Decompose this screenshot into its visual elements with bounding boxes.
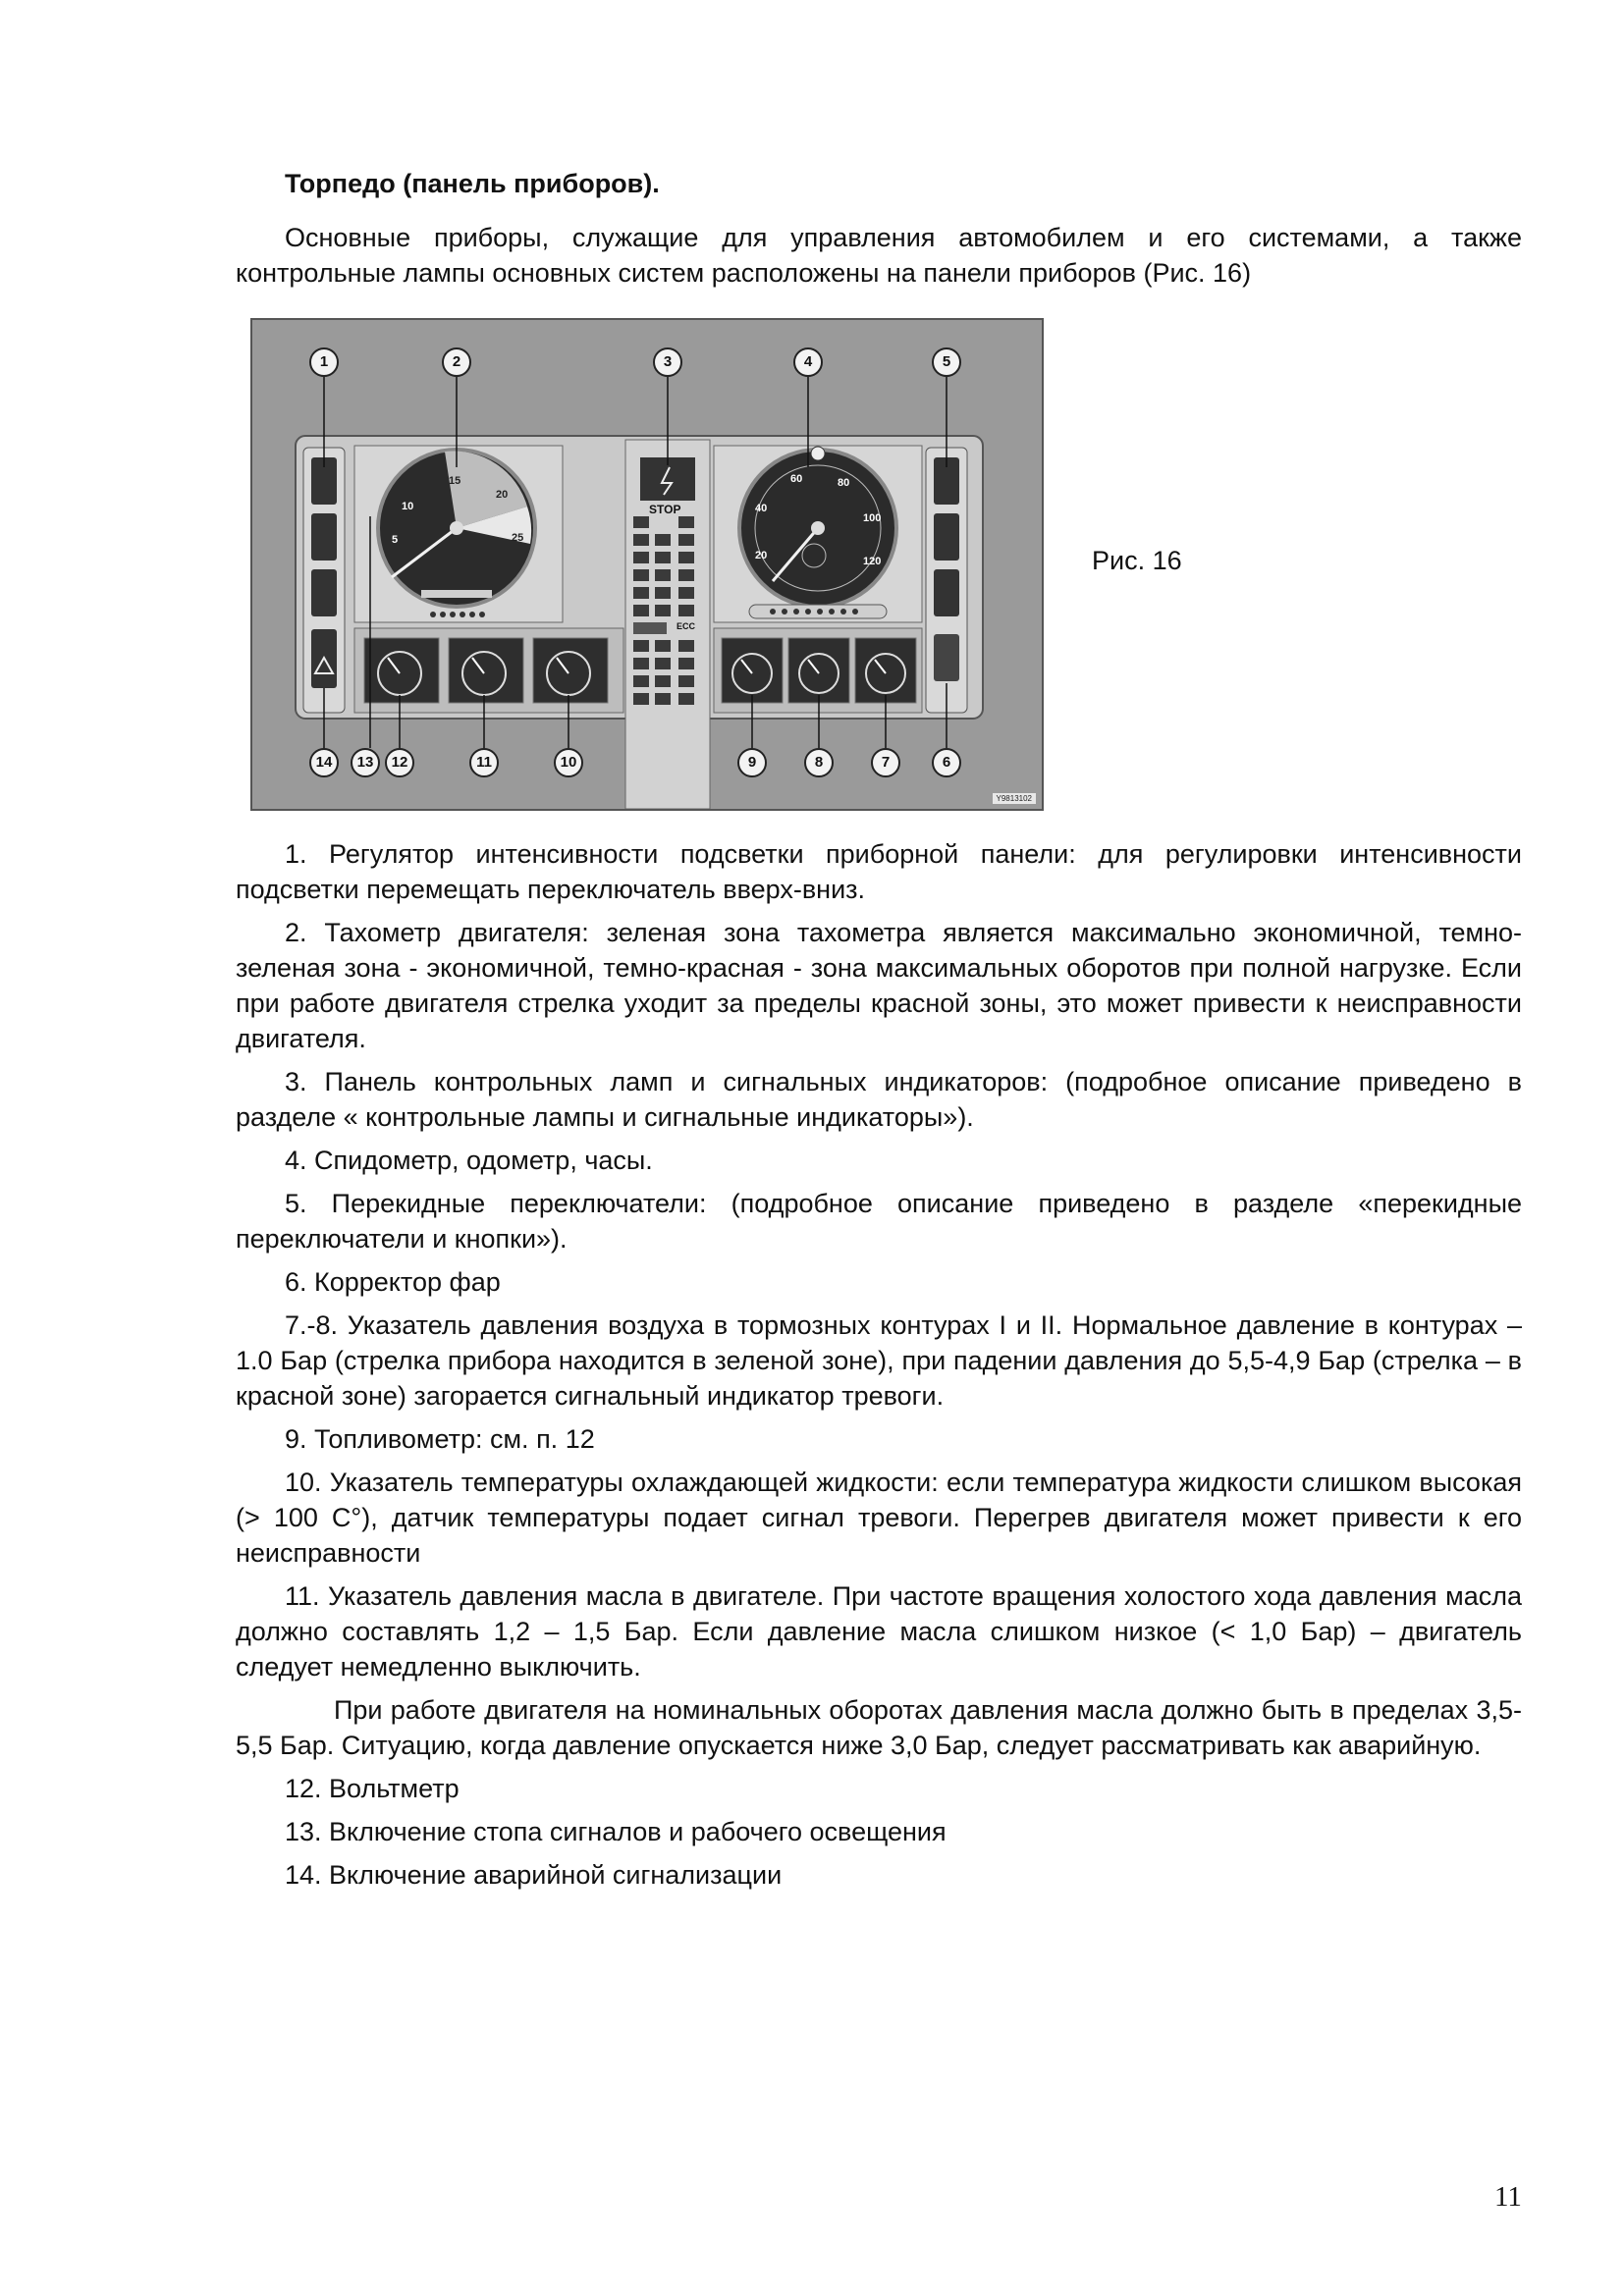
list-item: 1. Регулятор интенсивности подсветки приборной панели: для регулировки интенсивности подсветки перемещать переключатель вверх-вниз. <box>236 839 1522 904</box>
list-item: При работе двигателя на номинальных оборотах давления масла должно быть в пределах 3,5-5,5 Бар. Ситуацию, когда давление опускается ниже 3,0 Бар, следует рассматривать как аварийную. <box>236 1695 1522 1760</box>
list-item: 11. Указатель давления масла в двигателе. При частоте вращения холостого хода давления масла должно составлять 1,2 – 1,5 Бар. Если давление масла слишком низкое (< 1,0 Бар) – двигатель следует немедленно выключить. <box>236 1581 1522 1682</box>
callout-6: 6 <box>932 748 961 777</box>
speedo-label-60: 60 <box>790 473 803 485</box>
callout-10: 10 <box>554 748 583 777</box>
callout-4: 4 <box>793 347 823 377</box>
callout-3: 3 <box>653 347 682 377</box>
callout-14: 14 <box>309 748 339 777</box>
page-number: 11 <box>1494 2181 1522 2213</box>
speedo-label-20: 20 <box>755 550 768 561</box>
callout-9: 9 <box>737 748 767 777</box>
callout-12: 12 <box>385 748 414 777</box>
intro-paragraph <box>236 220 1522 291</box>
speedo-label-120: 120 <box>863 556 882 567</box>
tach-label-15: 15 <box>449 475 461 487</box>
tach-label-25: 25 <box>512 532 524 544</box>
callout-2: 2 <box>442 347 471 377</box>
stop-lamp-label: STOP <box>649 503 681 516</box>
tach-label-5: 5 <box>392 534 399 546</box>
tach-label-10: 10 <box>402 501 414 512</box>
figure-caption: Рис. 16 <box>1092 546 1182 575</box>
list-item: 2. Тахометр двигателя: зеленая зона тахометра является максимально экономичной, темно-зеленая зона - экономичной, темно-красная - зона максимальных оборотов при полной нагрузке. Если при работе двигателя стрелка уходит за пределы красной зоны, это может привести к неисправности двигателя. <box>236 918 1522 1053</box>
list-item: 13. Включение стопа сигналов и рабочего освещения <box>285 1817 947 1846</box>
callout-13: 13 <box>351 748 380 777</box>
list-item: 7.-8. Указатель давления воздуха в тормозных контурах I и II. Нормальное давление в контурах – 1.0 Бар (стрелка прибора находится в зеленой зоне), при падении давления до 5,5-4,9 Бар (стрелка – в красной зоне) загорается сигнальный индикатор тревоги. <box>236 1310 1522 1411</box>
instrument-panel-figure <box>250 318 1044 811</box>
list-item: 3. Панель контрольных ламп и сигнальных индикаторов: (подробное описание приведено в разделе « контрольные лампы и сигнальные индикаторы»). <box>236 1067 1522 1132</box>
instrument-panel-drawing <box>252 320 1042 809</box>
callout-1: 1 <box>309 347 339 377</box>
section-heading: Торпедо (панель приборов). <box>285 169 660 198</box>
list-item: 4. Спидометр, одометр, часы. <box>285 1146 653 1175</box>
list-item: 9. Топливометр: см. п. 12 <box>285 1424 595 1454</box>
list-item: 5. Перекидные переключатели: (подробное описание приведено в разделе «перекидные переключатели и кнопки»). <box>236 1189 1522 1254</box>
list-item: 6. Корректор фар <box>285 1267 501 1297</box>
callout-7: 7 <box>871 748 900 777</box>
speedo-label-100: 100 <box>863 512 882 524</box>
list-item: 10. Указатель температуры охлаждающей жидкости: если температура жидкости слишком высокая (> 100 C°), датчик температуры подает сигнал тревоги. Перегрев двигателя может привести к его неисправности <box>236 1468 1522 1568</box>
figure-code: Y9813102 <box>993 793 1036 804</box>
list-item: 12. Вольтметр <box>285 1774 460 1803</box>
speedo-label-40: 40 <box>755 503 768 514</box>
ecc-lamp-label: ECC <box>677 621 696 631</box>
description-list <box>236 836 1522 1900</box>
callout-11: 11 <box>469 748 499 777</box>
tach-label-20: 20 <box>496 489 509 501</box>
intro-text: Основные приборы, служащие для управления автомобилем и его системами, а также контрольные лампы основных систем расположены на панели приборов (Рис. 16) <box>236 223 1522 288</box>
callout-8: 8 <box>804 748 834 777</box>
list-item: 14. Включение аварийной сигнализации <box>285 1860 783 1890</box>
speedo-label-80: 80 <box>838 477 850 489</box>
callout-5: 5 <box>932 347 961 377</box>
